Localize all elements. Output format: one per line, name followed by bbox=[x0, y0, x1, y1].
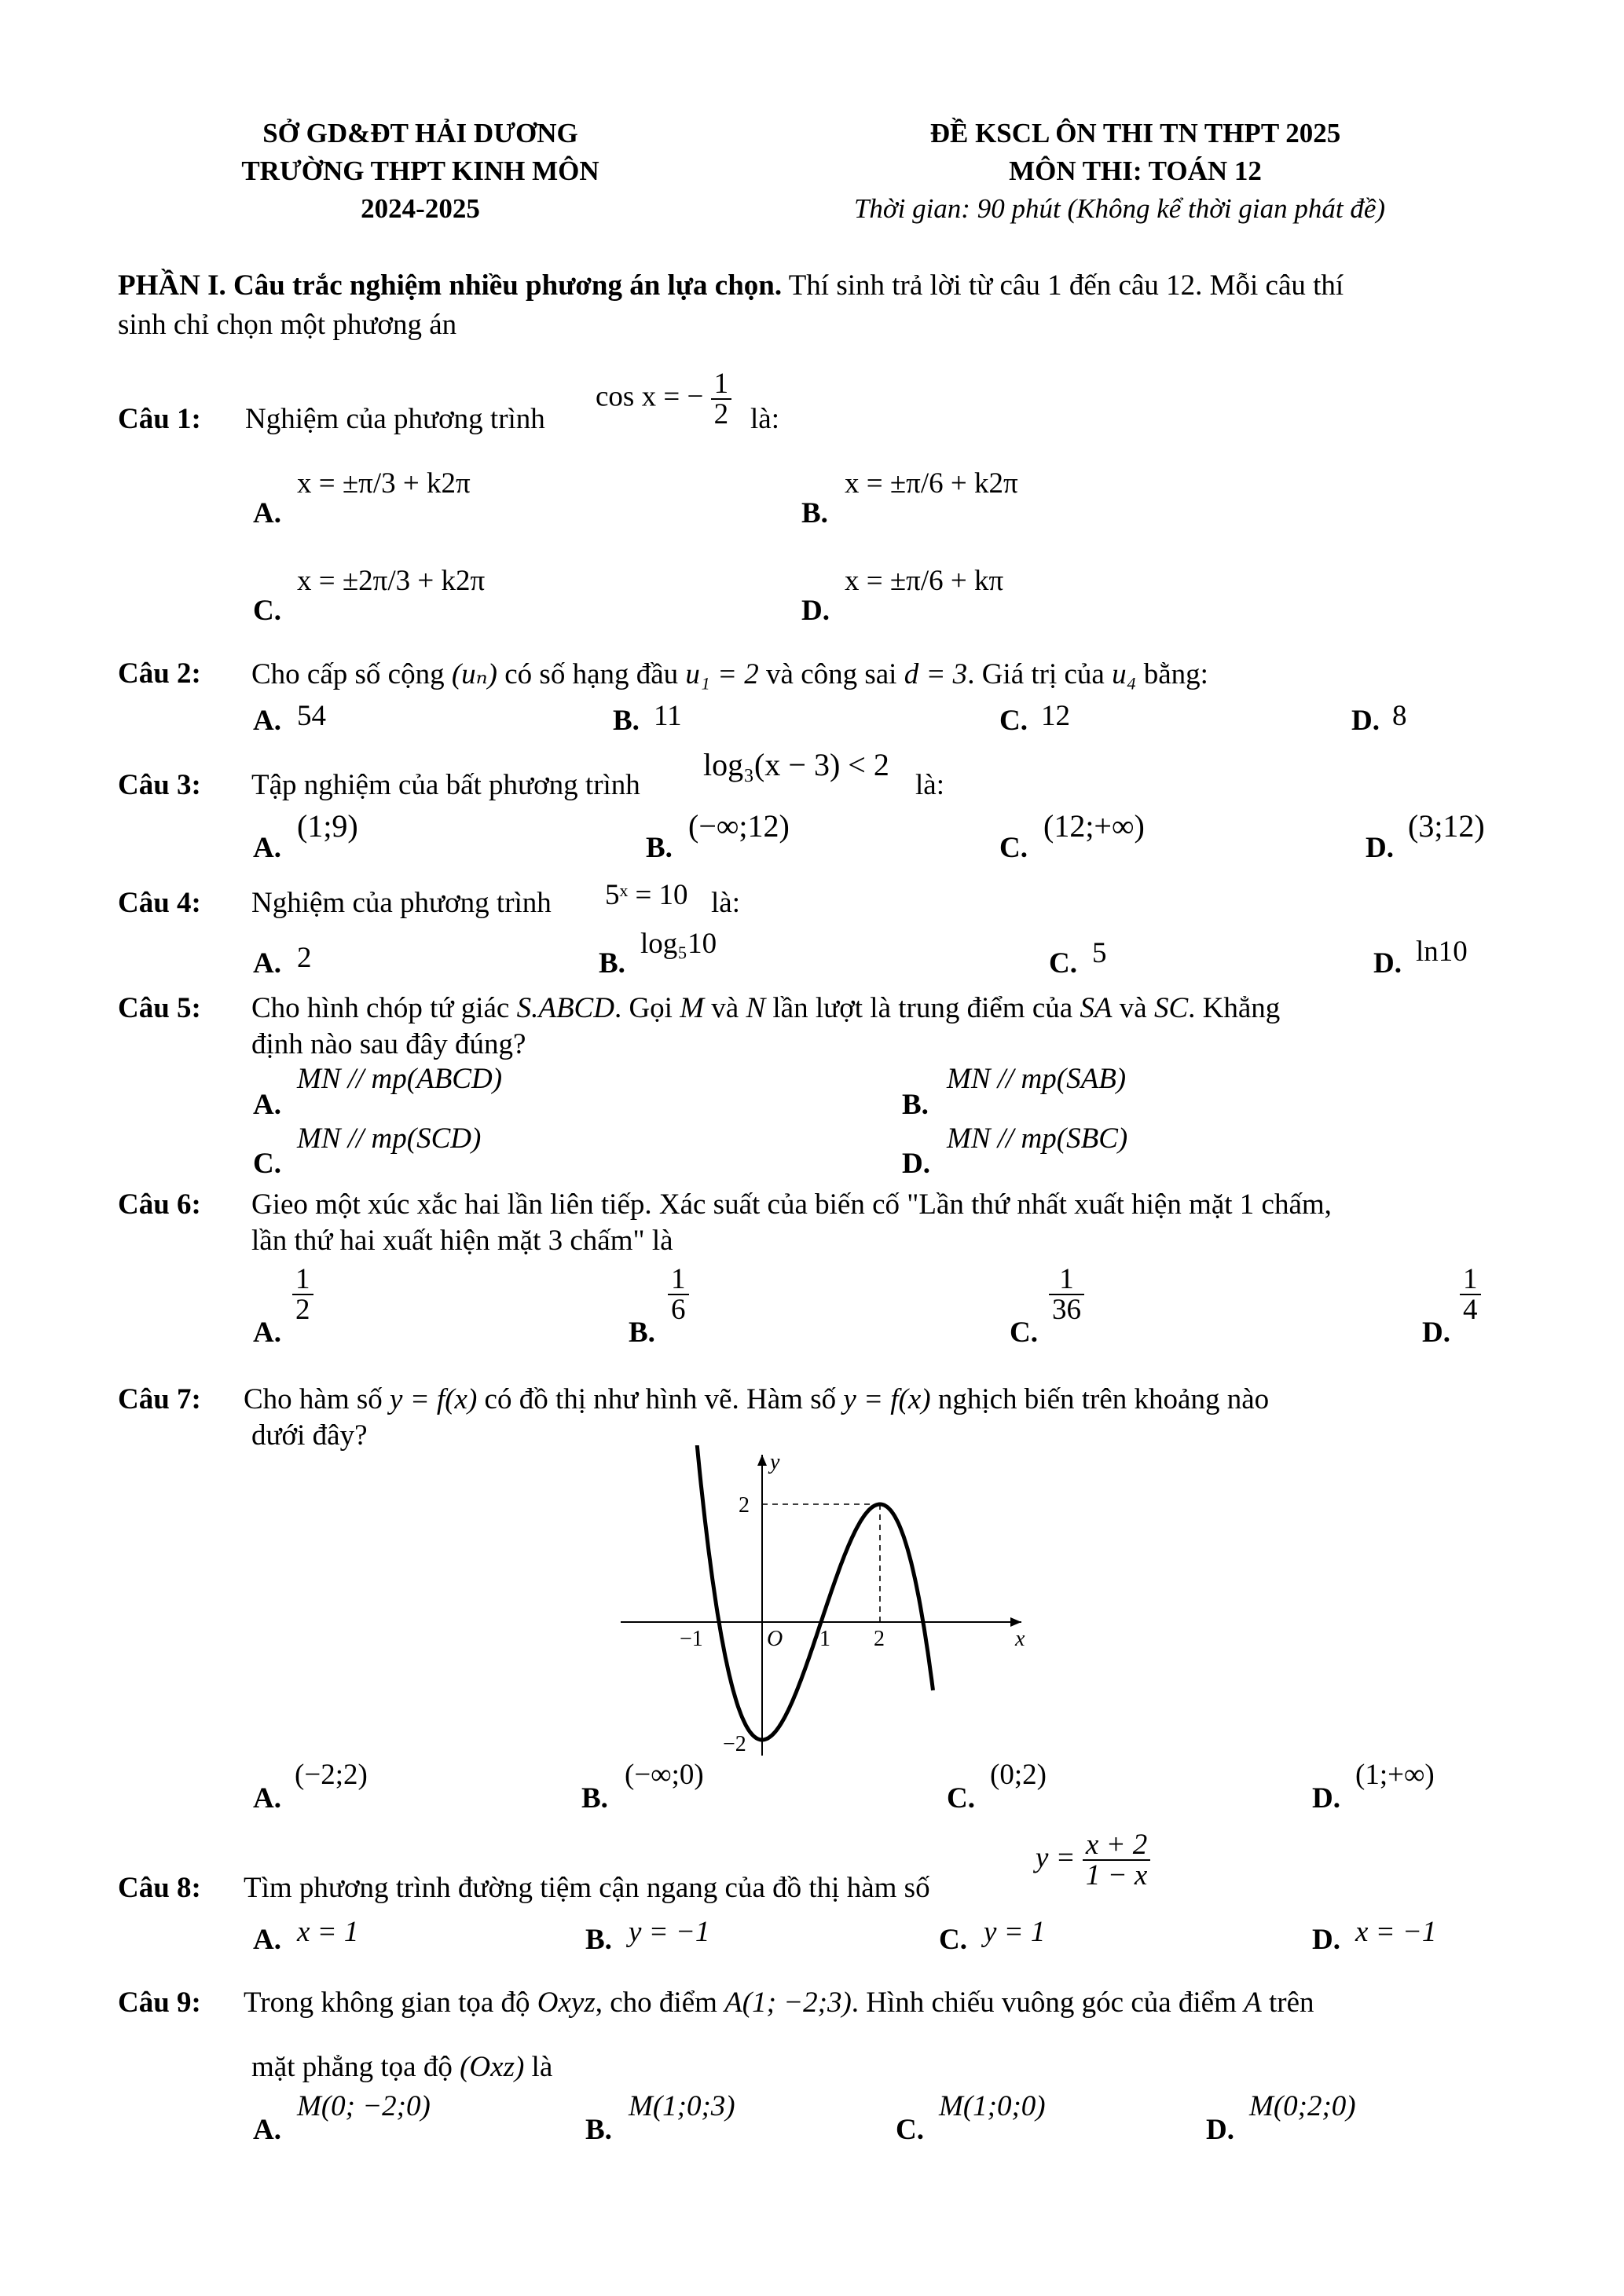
q2-t2: có số hạng đầu bbox=[504, 658, 679, 690]
q7-option-a[interactable]: (−2;2) bbox=[295, 1759, 368, 1791]
q9-option-b-letter[interactable]: B. bbox=[585, 2114, 612, 2146]
q4-option-d[interactable]: ln10 bbox=[1416, 936, 1468, 968]
q7-option-b[interactable]: (−∞;0) bbox=[625, 1759, 704, 1791]
q3-option-d[interactable]: (3;12) bbox=[1408, 808, 1485, 844]
q8-option-b-letter[interactable]: B. bbox=[585, 1924, 612, 1956]
q6-option-b-letter[interactable]: B. bbox=[629, 1316, 655, 1349]
q9-point-a-2: A bbox=[1244, 1987, 1262, 2019]
q9-option-b[interactable]: M(1;0;3) bbox=[629, 2090, 735, 2122]
q8-option-b[interactable]: y = −1 bbox=[629, 1916, 710, 1948]
q5-label: Câu 5: bbox=[118, 992, 201, 1024]
q9-option-d[interactable]: M(0;2;0) bbox=[1249, 2090, 1356, 2122]
q1-fraction bbox=[711, 369, 732, 429]
q2-option-c-letter[interactable]: C. bbox=[999, 705, 1028, 737]
x-axis-label: x bbox=[1015, 1627, 1025, 1651]
q5-pyramid: S.ABCD bbox=[516, 992, 614, 1024]
origin-label: O bbox=[767, 1627, 783, 1651]
q5-t5: và bbox=[1119, 992, 1147, 1024]
q3-option-b-letter[interactable]: B. bbox=[646, 832, 673, 864]
q3-option-c-letter[interactable]: C. bbox=[999, 832, 1028, 864]
q5-line2: định nào sau đây đúng? bbox=[251, 1028, 526, 1060]
q6-c-den: 36 bbox=[1049, 1294, 1084, 1324]
q3-tail: là: bbox=[915, 769, 944, 801]
x-tick-label: −1 bbox=[680, 1627, 703, 1651]
q9-t4: trên bbox=[1269, 1987, 1314, 2019]
q8-function bbox=[1036, 1830, 1150, 1890]
q3-option-d-letter[interactable]: D. bbox=[1366, 832, 1394, 864]
q6-a-den: 2 bbox=[292, 1294, 313, 1324]
q1-option-b[interactable]: x = ±π/6 + k2π bbox=[845, 467, 1018, 500]
q6-option-c-letter[interactable]: C. bbox=[1010, 1316, 1038, 1349]
q8-option-c-letter[interactable]: C. bbox=[939, 1924, 967, 1956]
q2-t5: bằng: bbox=[1143, 658, 1208, 690]
q4-option-a[interactable]: 2 bbox=[297, 942, 312, 974]
q6-b-num: 1 bbox=[671, 1263, 686, 1295]
q6-d-den: 4 bbox=[1460, 1294, 1481, 1324]
q7-option-c-letter[interactable]: C. bbox=[947, 1782, 975, 1814]
y-tick-label: −2 bbox=[723, 1732, 746, 1756]
q2-t3: và công sai bbox=[766, 658, 897, 690]
header-time: Thời gian: 90 phút (Không kể thời gian phát đề) bbox=[853, 193, 1386, 224]
q2-option-a[interactable]: 54 bbox=[297, 700, 326, 732]
q9-option-d-letter[interactable]: D. bbox=[1206, 2114, 1234, 2146]
q1-option-c[interactable]: x = ±2π/3 + k2π bbox=[297, 565, 486, 597]
q9-option-c-letter[interactable]: C. bbox=[896, 2114, 924, 2146]
q1-option-b-letter[interactable]: B. bbox=[801, 497, 828, 529]
q1-frac-den: 2 bbox=[711, 398, 732, 429]
q8-lhs: y = bbox=[1036, 1841, 1076, 1874]
q9-option-a[interactable]: M(0; −2;0) bbox=[297, 2090, 431, 2122]
q2-label: Câu 2: bbox=[118, 657, 201, 690]
function-curve bbox=[696, 1445, 933, 1740]
q6-option-b[interactable] bbox=[668, 1265, 689, 1324]
q5-option-c[interactable]: MN // mp(SCD) bbox=[297, 1122, 482, 1155]
q1-tail: là: bbox=[750, 403, 779, 435]
q6-option-a[interactable] bbox=[292, 1265, 313, 1324]
q6-option-d-letter[interactable]: D. bbox=[1422, 1316, 1450, 1349]
q3-option-a-letter[interactable]: A. bbox=[253, 832, 281, 864]
q6-b-den: 6 bbox=[668, 1294, 689, 1324]
q7-function-2: y = f(x) bbox=[843, 1383, 931, 1415]
q5-edge-sc: SC bbox=[1153, 992, 1189, 1024]
q5-option-d[interactable]: MN // mp(SBC) bbox=[947, 1122, 1128, 1155]
q4-option-c[interactable]: 5 bbox=[1092, 937, 1107, 969]
q8-option-c[interactable]: y = 1 bbox=[984, 1916, 1046, 1948]
q5-point-m: M bbox=[680, 992, 705, 1024]
x-axis-arrow bbox=[1010, 1617, 1021, 1627]
q3-option-a[interactable]: (1;9) bbox=[297, 808, 358, 844]
q6-d-num: 1 bbox=[1463, 1263, 1478, 1295]
q9-line2 bbox=[251, 2050, 552, 2084]
q2-first-term: u₁ = 2 bbox=[685, 658, 759, 690]
q9-t1: Trong không gian tọa độ bbox=[244, 1987, 530, 2019]
y-axis-arrow bbox=[757, 1455, 767, 1466]
q1-text: Nghiệm của phương trình bbox=[245, 403, 545, 435]
q6-c-num: 1 bbox=[1059, 1263, 1074, 1295]
q5-option-b[interactable]: MN // mp(SAB) bbox=[947, 1063, 1127, 1095]
header-year: 2024-2025 bbox=[361, 193, 480, 224]
q8-option-a-letter[interactable]: A. bbox=[253, 1924, 281, 1956]
q9-point-a: A(1; −2;3) bbox=[724, 1987, 852, 2019]
y-tick-label: 2 bbox=[739, 1493, 750, 1518]
part1-title: PHẦN I. Câu trắc nghiệm nhiều phương án lựa chọn. bbox=[118, 269, 783, 302]
q2-difference: d = 3 bbox=[904, 658, 968, 690]
q7-option-d[interactable]: (1;+∞) bbox=[1355, 1759, 1435, 1791]
q2-option-b[interactable]: 11 bbox=[654, 700, 682, 732]
q7-line1 bbox=[244, 1382, 1269, 1416]
q1-eq-lhs: cos x = − bbox=[596, 380, 704, 413]
q3-text: Tập nghiệm của bất phương trình bbox=[251, 769, 640, 801]
q4-tail: là: bbox=[711, 887, 740, 919]
q9-option-c[interactable]: M(1;0;0) bbox=[939, 2090, 1046, 2122]
q2-option-d-letter[interactable]: D. bbox=[1351, 705, 1380, 737]
q8-option-d[interactable]: x = −1 bbox=[1355, 1916, 1437, 1948]
q8-frac-num: x + 2 bbox=[1085, 1829, 1148, 1861]
x-tick-label: 2 bbox=[874, 1627, 885, 1651]
q9-t3: . Hình chiếu vuông góc của điểm bbox=[851, 1987, 1237, 2019]
q9-line2a: mặt phẳng tọa độ bbox=[251, 2051, 453, 2083]
q6-option-d[interactable] bbox=[1460, 1265, 1481, 1324]
q5-line1 bbox=[251, 991, 1280, 1025]
q1-frac-num: 1 bbox=[713, 368, 729, 400]
q4-option-b[interactable]: log₅10 bbox=[640, 928, 717, 960]
q6-line2: lần thứ hai xuất hiện mặt 3 chấm" là bbox=[251, 1225, 673, 1257]
q2-sequence: (uₙ) bbox=[451, 658, 497, 690]
q5-option-a[interactable]: MN // mp(ABCD) bbox=[297, 1063, 503, 1095]
q4-equation: 5ˣ = 10 bbox=[605, 879, 688, 911]
q5-point-n: N bbox=[746, 992, 766, 1024]
q9-line1 bbox=[244, 1986, 1314, 2020]
q1-equation bbox=[596, 369, 731, 429]
q3-label: Câu 3: bbox=[118, 769, 201, 801]
q7-option-c[interactable]: (0;2) bbox=[990, 1759, 1047, 1791]
function-graph bbox=[613, 1445, 1037, 1760]
q8-option-a[interactable]: x = 1 bbox=[297, 1916, 359, 1948]
q2-t1: Cho cấp số cộng bbox=[251, 658, 445, 690]
q7-function: y = f(x) bbox=[390, 1383, 478, 1415]
q7-option-d-letter[interactable]: D. bbox=[1312, 1782, 1340, 1814]
q3-option-c[interactable]: (12;+∞) bbox=[1043, 808, 1145, 844]
q9-plane: (Oxz) bbox=[460, 2051, 525, 2083]
q6-a-num: 1 bbox=[295, 1263, 310, 1295]
q9-line2b: là bbox=[531, 2051, 553, 2083]
q2-line bbox=[251, 657, 1208, 691]
q9-system: Oxyz bbox=[537, 1987, 596, 2019]
q2-u4: u₄ bbox=[1112, 658, 1137, 690]
q5-t6: . Khẳng bbox=[1188, 992, 1281, 1024]
q1-option-c-letter[interactable]: C. bbox=[253, 595, 281, 627]
y-axis-label: y bbox=[770, 1450, 780, 1474]
q9-t2: , cho điểm bbox=[595, 1987, 717, 2019]
q5-option-b-letter[interactable]: B. bbox=[902, 1089, 929, 1121]
q7-option-a-letter[interactable]: A. bbox=[253, 1782, 281, 1814]
q5-option-a-letter[interactable]: A. bbox=[253, 1089, 281, 1121]
q6-option-a-letter[interactable]: A. bbox=[253, 1316, 281, 1349]
q5-option-d-letter[interactable]: D. bbox=[902, 1148, 930, 1180]
q7-t3: nghịch biến trên khoảng nào bbox=[937, 1383, 1270, 1415]
q8-text: Tìm phương trình đường tiệm cận ngang của đồ thị hàm số bbox=[244, 1872, 930, 1904]
q6-label: Câu 6: bbox=[118, 1188, 201, 1221]
q7-t1: Cho hàm số bbox=[244, 1383, 383, 1415]
q1-label: Câu 1: bbox=[118, 403, 201, 435]
q5-edge-sa: SA bbox=[1080, 992, 1113, 1024]
q3-option-b[interactable]: (−∞;12) bbox=[688, 808, 790, 844]
q8-frac-den: 1 − x bbox=[1083, 1859, 1150, 1890]
header-exam-title: ĐỀ KSCL ÔN THI TN THPT 2025 bbox=[929, 118, 1341, 148]
q9-label: Câu 9: bbox=[118, 1987, 201, 2019]
q4-option-d-letter[interactable]: D. bbox=[1373, 947, 1402, 980]
header-department: SỞ GD&ĐT HẢI DƯƠNG bbox=[262, 118, 578, 148]
part1-desc1: Thí sinh trả lời từ câu 1 đến câu 12. Mỗi câu thí bbox=[782, 269, 1344, 302]
q9-option-a-letter[interactable]: A. bbox=[253, 2114, 281, 2146]
q7-option-b-letter[interactable]: B. bbox=[581, 1782, 608, 1814]
q2-t4: . Giá trị của bbox=[967, 658, 1105, 690]
q2-option-b-letter[interactable]: B. bbox=[613, 705, 640, 737]
q7-label: Câu 7: bbox=[118, 1383, 201, 1415]
q2-option-d[interactable]: 8 bbox=[1392, 700, 1407, 732]
q8-option-d-letter[interactable]: D. bbox=[1312, 1924, 1340, 1956]
q7-t2: có đồ thị như hình vẽ. Hàm số bbox=[484, 1383, 837, 1415]
q5-option-c-letter[interactable]: C. bbox=[253, 1148, 281, 1180]
q4-label: Câu 4: bbox=[118, 887, 201, 919]
q4-option-b-letter[interactable]: B. bbox=[599, 947, 625, 980]
q2-option-a-letter[interactable]: A. bbox=[253, 705, 281, 737]
q1-option-d[interactable]: x = ±π/6 + kπ bbox=[845, 565, 1004, 597]
q6-line1: Gieo một xúc xắc hai lần liên tiếp. Xác suất của biến cố "Lần thứ nhất xuất hiện mặt 1 chấm, bbox=[251, 1188, 1332, 1221]
part1-desc2: sinh chỉ chọn một phương án bbox=[118, 309, 457, 341]
part1-intro bbox=[118, 269, 1344, 302]
q7-line2: dưới đây? bbox=[251, 1419, 368, 1452]
q4-text: Nghiệm của phương trình bbox=[251, 887, 552, 919]
q6-option-c[interactable] bbox=[1049, 1265, 1084, 1324]
q1-option-d-letter[interactable]: D. bbox=[801, 595, 830, 627]
q4-option-c-letter[interactable]: C. bbox=[1049, 947, 1077, 980]
q8-label: Câu 8: bbox=[118, 1872, 201, 1904]
q5-t1: Cho hình chóp tứ giác bbox=[251, 992, 510, 1024]
x-tick-label: 1 bbox=[819, 1627, 830, 1651]
q1-option-a-letter[interactable]: A. bbox=[253, 497, 281, 529]
q5-t4: lần lượt là trung điểm của bbox=[772, 992, 1073, 1024]
q5-t3: và bbox=[711, 992, 739, 1024]
q3-inequality: log₃(x − 3) < 2 bbox=[703, 747, 889, 782]
q2-option-c[interactable]: 12 bbox=[1041, 700, 1070, 732]
q1-option-a[interactable]: x = ±π/3 + k2π bbox=[297, 467, 471, 500]
q4-option-a-letter[interactable]: A. bbox=[253, 947, 281, 980]
header-school: TRƯỜNG THPT KINH MÔN bbox=[241, 156, 599, 186]
header-subject: MÔN THI: TOÁN 12 bbox=[1009, 156, 1262, 186]
q5-t2: . Gọi bbox=[614, 992, 673, 1024]
